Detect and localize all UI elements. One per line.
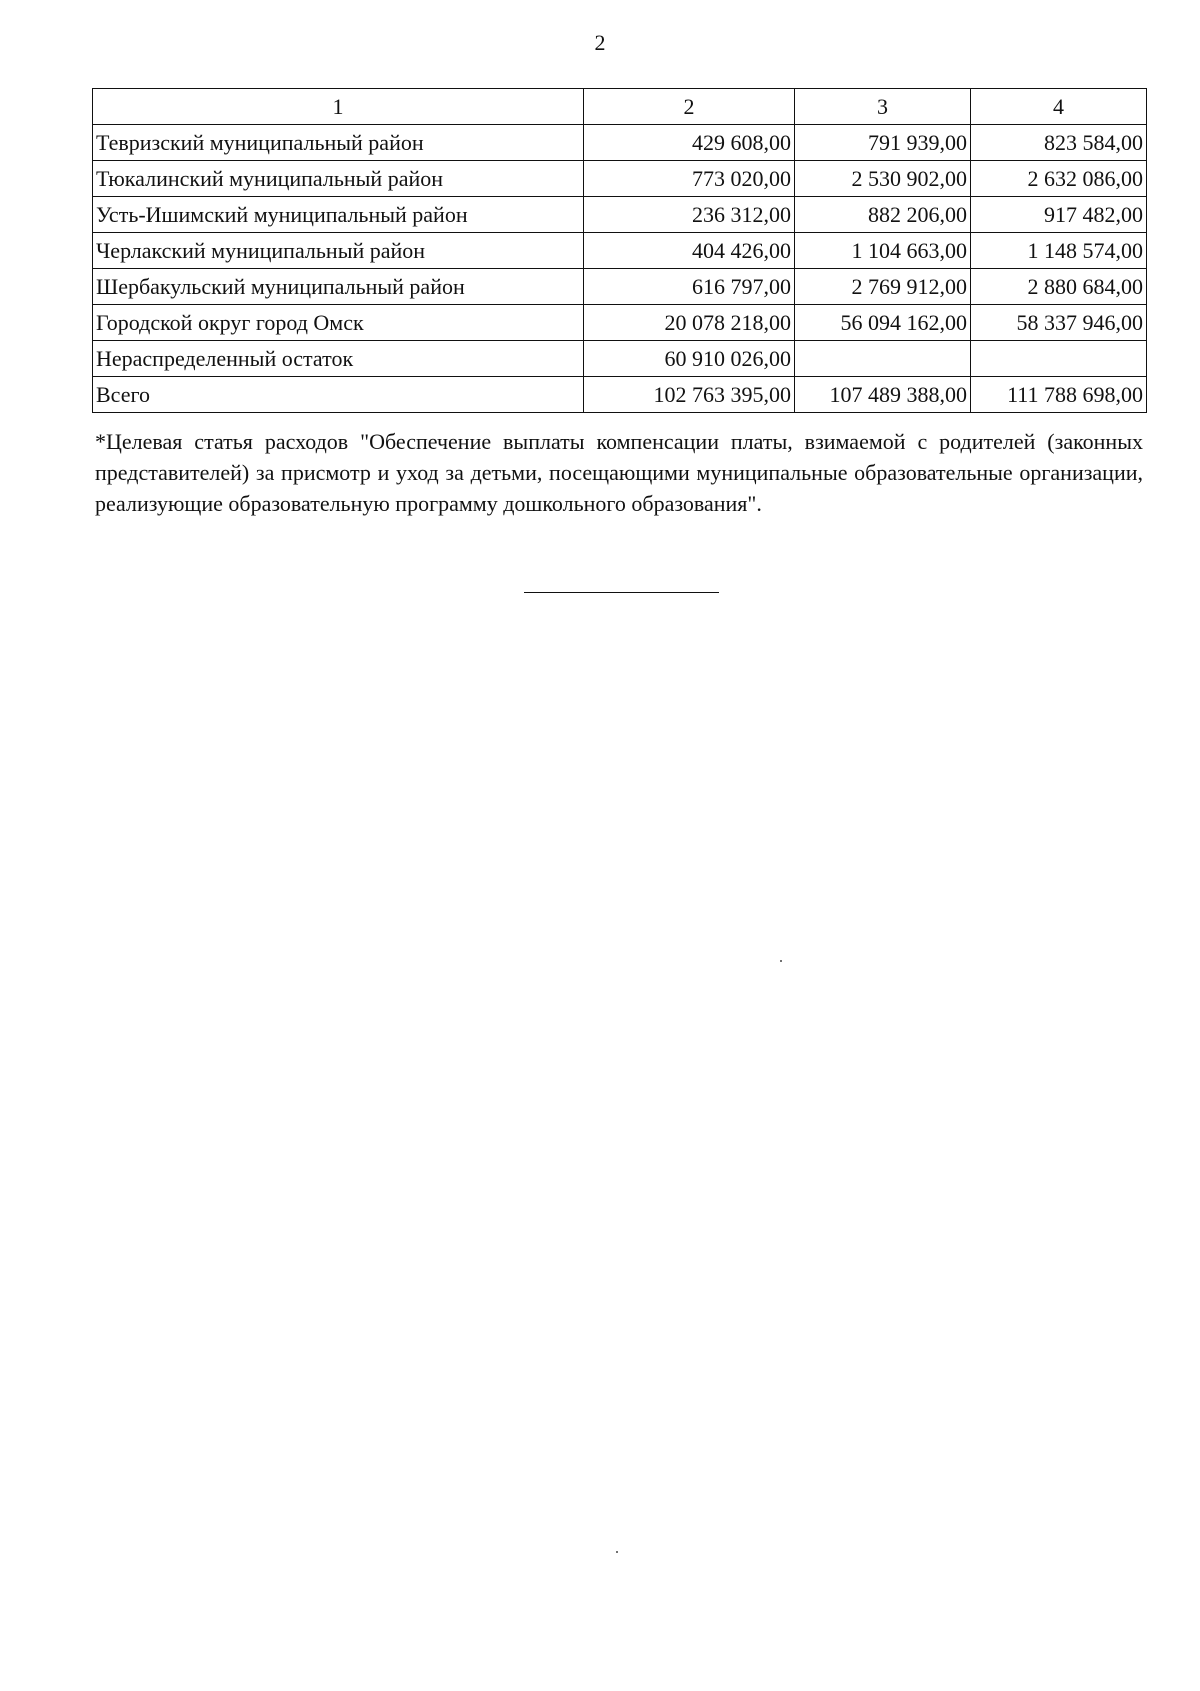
column-header-2: 2 [584,89,795,125]
cell-col4: 2 632 086,00 [971,161,1147,197]
table-row [93,233,1147,269]
row-name: Городской округ город Омск [93,305,584,341]
table-row [93,161,1147,197]
column-header-1: 1 [93,89,584,125]
table-row [93,197,1147,233]
cell-col3: 2 769 912,00 [795,269,971,305]
table-row [93,269,1147,305]
column-header-4: 4 [971,89,1147,125]
cell-col4 [971,341,1147,377]
scan-speck [780,960,782,962]
page-number: 2 [594,30,606,55]
cell-col4: 2 880 684,00 [971,269,1147,305]
cell-col3: 882 206,00 [795,197,971,233]
cell-col3: 56 094 162,00 [795,305,971,341]
cell-col2: 429 608,00 [584,125,795,161]
end-divider [524,592,719,593]
row-name: Шербакульский муниципальный район [93,269,584,305]
row-name: Тюкалинский муниципальный район [93,161,584,197]
cell-col2: 60 910 026,00 [584,341,795,377]
cell-col4: 823 584,00 [971,125,1147,161]
cell-col4: 58 337 946,00 [971,305,1147,341]
row-name: Усть-Ишимский муниципальный район [93,197,584,233]
cell-col4: 917 482,00 [971,197,1147,233]
table-row-total [93,377,1147,413]
cell-col3: 2 530 902,00 [795,161,971,197]
cell-col4: 1 148 574,00 [971,233,1147,269]
row-name: Тевризский муниципальный район [93,125,584,161]
row-name: Всего [93,377,584,413]
cell-col3: 791 939,00 [795,125,971,161]
table-header-row [93,89,1147,125]
cell-col4: 111 788 698,00 [971,377,1147,413]
table-row [93,305,1147,341]
cell-col2: 20 078 218,00 [584,305,795,341]
cell-col2: 102 763 395,00 [584,377,795,413]
scan-speck [616,1551,618,1553]
budget-table [92,88,1147,413]
cell-col2: 773 020,00 [584,161,795,197]
cell-col2: 236 312,00 [584,197,795,233]
cell-col3: 107 489 388,00 [795,377,971,413]
cell-col2: 404 426,00 [584,233,795,269]
cell-col3 [795,341,971,377]
row-name: Нераспределенный остаток [93,341,584,377]
cell-col3: 1 104 663,00 [795,233,971,269]
row-name: Черлакский муниципальный район [93,233,584,269]
table-row [93,341,1147,377]
column-header-3: 3 [795,89,971,125]
cell-col2: 616 797,00 [584,269,795,305]
footnote: *Целевая статья расходов "Обеспечение выплаты компенсации платы, взимаемой с родителей (законных представителей) за присмотр и уход за детьми, посещающими муниципальные образовательные организации, реализующие образовательную программу дошкольного образования". [95,429,1143,516]
table-row [93,125,1147,161]
